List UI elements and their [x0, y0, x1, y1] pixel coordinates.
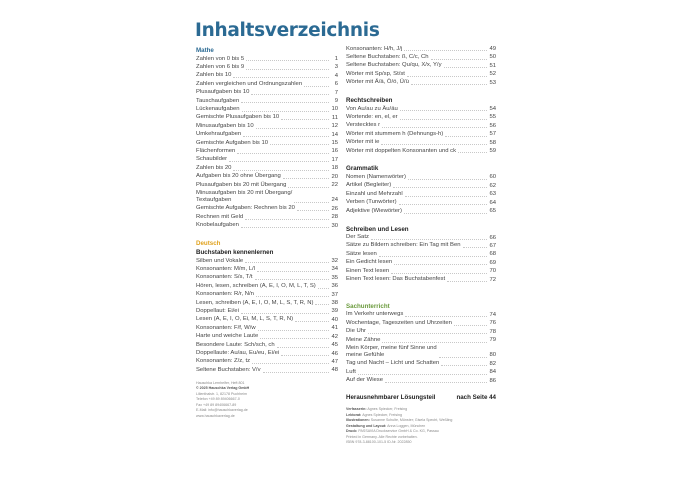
toc-entry-page: 45 [331, 342, 338, 349]
toc-entry[interactable] [196, 307, 338, 315]
toc-entry[interactable] [346, 250, 496, 258]
toc-entry[interactable] [346, 139, 496, 147]
dot-leader [379, 256, 487, 257]
toc-entry[interactable] [346, 234, 496, 242]
dot-leader [394, 264, 487, 265]
toc-entry-page: 52 [489, 71, 496, 78]
toc-entry-page: 37 [331, 291, 338, 298]
dot-leader [405, 316, 487, 317]
toc-entry-page: 54 [489, 106, 496, 113]
credit-key: Lektorat: [346, 412, 362, 417]
dot-leader [445, 136, 487, 137]
toc-entry-page: 64 [489, 199, 496, 206]
spacer [346, 155, 496, 164]
toc-entry-title: Doppellaute: Au/au, Eu/eu, Ei/ei [196, 350, 280, 356]
toc-entry-page: 76 [489, 320, 496, 327]
toc-entry[interactable] [346, 113, 496, 121]
toc-entry-title: Konsonanten: M/m, L/l [196, 265, 255, 272]
dot-leader [233, 77, 329, 78]
subsection-heading: Schreiben und Lesen [346, 225, 409, 233]
toc-entry[interactable] [196, 55, 338, 63]
dot-leader [233, 170, 329, 171]
dot-leader [258, 330, 329, 331]
toc-entry[interactable] [196, 63, 338, 71]
toc-entry-title: Plusaufgaben bis 10 [196, 89, 250, 96]
toc-entry-page: 39 [331, 308, 338, 315]
dot-leader [371, 239, 487, 240]
toc-entry-title: Doppellaut: Ei/ei [196, 307, 239, 314]
dot-leader [246, 69, 329, 70]
spacer [346, 87, 496, 96]
toc-entry[interactable] [346, 319, 496, 327]
toc-entry-page: 84 [489, 369, 496, 376]
dot-leader [245, 219, 329, 220]
toc-entry[interactable] [196, 358, 338, 366]
toc-entry[interactable] [346, 122, 496, 130]
toc-entry[interactable] [196, 131, 338, 139]
toc-entry-page: 48 [331, 367, 338, 374]
toc-entry[interactable] [196, 105, 338, 113]
toc-entry-title: Zahlen bis 10 [196, 72, 232, 79]
toc-entry[interactable] [196, 350, 338, 358]
toc-entry[interactable] [196, 205, 338, 213]
toc-entry-title: Adjektive (Wiewörter) [346, 207, 402, 214]
toc-entry-page: 69 [489, 259, 496, 266]
dot-leader [441, 365, 487, 366]
toc-entry[interactable] [346, 79, 496, 87]
publisher-line: © 2025 Hauschka Verlag GmbH [196, 386, 250, 391]
solutions-label: Herausnehmbarer Lösungsteil [346, 394, 436, 402]
toc-entry[interactable] [196, 114, 338, 122]
dot-leader [358, 374, 487, 375]
toc-entry-title: Sätze zu Bildern schreiben: Ein Tag mit Ben [346, 242, 461, 249]
toc-entry[interactable] [346, 173, 496, 181]
toc-entry[interactable] [346, 368, 496, 376]
toc-entry[interactable] [196, 72, 338, 80]
dot-leader [260, 338, 329, 339]
dot-leader [263, 372, 329, 373]
toc-entry[interactable] [346, 242, 496, 250]
toc-entry-page: 34 [331, 266, 338, 273]
toc-entry-title: Aufgaben bis 20 ohne Übergang [196, 173, 281, 180]
dot-leader [241, 227, 329, 228]
toc-entry[interactable] [196, 265, 338, 273]
toc-entry-title: Verstecktes r [346, 122, 381, 129]
toc-entry-page: 65 [489, 208, 496, 215]
dot-leader [281, 355, 329, 356]
toc-entry-title: Knobelaufgaben [196, 222, 239, 229]
toc-entry-title: Wortende: en, el, er [346, 113, 398, 120]
dot-leader [270, 144, 329, 145]
toc-entry-page: 80 [489, 352, 496, 359]
toc-entry-page: 38 [331, 300, 338, 307]
toc-entry-page: 72 [489, 276, 496, 283]
dot-leader [255, 279, 329, 280]
toc-entry-title: Artikel (Begleiter) [346, 182, 392, 189]
toc-entry-title: Meine Zähne [346, 336, 381, 343]
dot-leader [385, 382, 487, 383]
toc-entry-page: 36 [331, 283, 338, 290]
toc-entry-title: Wochentage, Tageszeiten und Uhrzeiten [346, 319, 452, 326]
toc-entry-title: Konsonanten: R/r, N/n [196, 291, 254, 298]
dot-leader [400, 119, 487, 120]
dot-leader [283, 178, 329, 179]
toc-entry-page: 1 [334, 56, 338, 62]
dot-leader [241, 102, 329, 103]
toc-entry-page: 74 [489, 311, 496, 318]
toc-entry-page: 53 [489, 79, 496, 86]
toc-entry-page: 11 [331, 114, 338, 121]
toc-entry[interactable] [196, 282, 338, 290]
toc-entry[interactable] [196, 190, 338, 205]
publisher-line: www.hauschkaverlag.de [196, 413, 235, 418]
toc-entry[interactable] [346, 336, 496, 344]
toc-entry[interactable] [196, 139, 338, 147]
toc-entry[interactable] [346, 377, 496, 385]
toc-entry[interactable] [196, 222, 338, 230]
dot-leader [454, 325, 487, 326]
toc-entry-title: Im Verkehr unterwegs [346, 311, 404, 318]
toc-entry-title: Gemischte Aufgaben: Rechnen bis 20 [196, 205, 295, 212]
toc-right-column [346, 45, 496, 446]
dot-leader [241, 313, 329, 314]
toc-entry[interactable] [346, 190, 496, 198]
dot-leader [458, 152, 487, 153]
toc-entry-title: Sätze lesen [346, 250, 377, 257]
toc-entry[interactable] [196, 274, 338, 282]
dot-leader [252, 363, 329, 364]
toc-entry-page: 9 [334, 98, 338, 105]
toc-entry-page: 3 [334, 64, 338, 71]
toc-entry-page: 17 [331, 156, 338, 163]
dot-leader [444, 67, 487, 68]
toc-entry-title: Silben und Vokale [196, 257, 244, 264]
credit-line [346, 440, 496, 446]
toc-entry-page: 14 [331, 131, 338, 138]
toc-entry-page: 24 [331, 197, 338, 204]
toc-entry-title: Minusaufgaben bis 10 [196, 122, 254, 129]
toc-entry-page: 59 [489, 148, 496, 155]
toc-entry-title: Mein Körper, meine fünf Sinne und meine Gefühle [346, 344, 437, 358]
credit-value: PASSAVIA Druckservice GmbH & Co. KG, Passau [357, 429, 439, 434]
toc-entry-title: Wörter mit Sp/sp, St/st [346, 70, 405, 77]
toc-entry-title: Seltene Buchstaben: ß, C/c, Ch [346, 53, 429, 60]
toc-entry[interactable] [196, 156, 338, 164]
dot-leader [431, 59, 487, 60]
toc-entry-page: 12 [331, 123, 338, 130]
toc-entry-page: 46 [331, 350, 338, 357]
toc-entry-page: 67 [489, 242, 496, 249]
toc-entry-title: Lesen, schreiben (A, E, I, O, M, L, S, T, R, N) [196, 299, 314, 306]
toc-entry-title: Konsonanten: H/h, J/j [346, 45, 403, 52]
toc-entry-page: 58 [489, 139, 496, 146]
toc-entry-title: Rechnen mit Geld [196, 213, 244, 220]
toc-entry-title: Lesen (A, E, I, O, Ei, M, L, S, T, R, N) [196, 316, 294, 323]
dot-leader [368, 333, 487, 334]
toc-entry-title: Zahlen von 6 bis 9 [196, 63, 245, 70]
dot-leader [281, 119, 329, 120]
dot-leader [463, 247, 488, 248]
toc-entry[interactable] [346, 130, 496, 138]
credit-value: Agnes Spiecker, Freising [366, 407, 408, 412]
toc-entry-page: 57 [489, 131, 496, 138]
solutions-entry [346, 394, 496, 401]
toc-entry-title: Besondere Laute: Sch/sch, ch [196, 341, 275, 348]
toc-entry[interactable] [196, 147, 338, 155]
toc-entry-page: 30 [331, 222, 338, 229]
subsection-heading: Grammatik [346, 165, 379, 173]
spacer [346, 216, 496, 225]
toc-entry-title: Wörter mit Ä/ä, Ö/ö, Ü/ü [346, 79, 409, 86]
toc-entry-page: 50 [489, 54, 496, 61]
toc-entry-title: Verben (Tunwörter) [346, 199, 397, 206]
credit-key: Verfasserin: [346, 407, 367, 412]
toc-entry-page: 4 [334, 72, 338, 79]
toc-entry-title: Wörter mit ie [346, 139, 380, 146]
dot-leader [257, 271, 329, 272]
toc-entry-title: Zahlen von 0 bis 5 [196, 55, 245, 62]
toc-entry[interactable] [346, 207, 496, 215]
dot-leader [243, 136, 329, 137]
dot-leader [411, 84, 487, 85]
toc-entry[interactable] [346, 147, 496, 155]
page-title: Inhaltsverzeichnis [195, 20, 380, 41]
toc-entry[interactable] [346, 311, 496, 319]
dot-leader [304, 86, 329, 87]
dot-leader [447, 281, 487, 282]
toc-entry-page: 18 [331, 165, 338, 172]
toc-entry-page: 42 [331, 333, 338, 340]
toc-entry-title: Harte und weiche Laute [196, 333, 259, 340]
toc-entry[interactable] [346, 345, 496, 360]
dot-leader [393, 187, 487, 188]
toc-entry-page: 15 [331, 140, 338, 147]
publisher-line: Hauschka Lernhelfer, Heft 801 [196, 380, 245, 385]
toc-entry[interactable] [346, 53, 496, 61]
toc-entry-page: 7 [334, 89, 338, 96]
credit-key: Gestaltung und Layout: [346, 423, 387, 428]
toc-entry[interactable] [346, 328, 496, 336]
toc-entry-page: 79 [489, 337, 496, 344]
toc-entry-title: Einzahl und Mehrzahl [346, 190, 403, 197]
toc-entry-page: 16 [331, 148, 338, 155]
subsection-heading: Rechtschreiben [346, 97, 393, 105]
toc-entry[interactable] [346, 70, 496, 78]
dot-leader [237, 153, 329, 154]
toc-entry[interactable] [196, 257, 338, 265]
toc-entry-title: Zahlen vergleichen und Ordnungszahlen [196, 80, 303, 87]
toc-entry-page: 20 [331, 173, 338, 180]
spacer [346, 293, 496, 302]
dot-leader [297, 210, 329, 211]
dot-leader [242, 111, 329, 112]
toc-entry[interactable] [196, 89, 338, 97]
toc-entry[interactable] [196, 316, 338, 324]
publisher-info [196, 375, 338, 420]
credit-value: Agnes Spiecker, Freising [361, 412, 402, 417]
toc-entry-title: Luft [346, 368, 356, 375]
toc-entry[interactable] [346, 276, 496, 284]
publisher-line: Lilienthalstr. 1, 82178 Puchheim [196, 391, 247, 396]
credit-value: Anna Loggen, München [386, 423, 426, 428]
toc-entry-page: 63 [489, 191, 496, 198]
toc-entry-page: 10 [331, 106, 338, 113]
toc-entry-page: 22 [331, 182, 338, 189]
toc-entry-page: 82 [489, 360, 496, 367]
toc-entry-page: 86 [489, 377, 496, 384]
toc-entry-title: Konsonanten: F/f, W/w [196, 324, 256, 331]
toc-entry[interactable] [196, 341, 338, 349]
dot-leader [246, 60, 329, 61]
section-heading: Sachunterricht [346, 302, 390, 310]
toc-entry-title: Wörter mit stummem h (Dehnungs-h) [346, 130, 444, 137]
toc-entry-title: Nomen (Namenwörter) [346, 173, 406, 180]
dot-leader [382, 127, 487, 128]
toc-entry-title: Gemischte Plusaufgaben bis 10 [196, 114, 280, 121]
toc-entry[interactable] [346, 105, 496, 113]
toc-entry-page: 51 [489, 62, 496, 69]
toc-entry-title: Einen Text lesen: Das Buchstabenfest [346, 276, 446, 283]
dot-leader [318, 288, 329, 289]
toc-entry[interactable] [196, 299, 338, 307]
dot-leader [404, 50, 487, 51]
toc-entry-page: 41 [331, 325, 338, 332]
dot-leader [315, 304, 329, 305]
dot-leader [251, 94, 329, 95]
toc-entry-page: 35 [331, 274, 338, 281]
spacer [196, 230, 338, 239]
dot-leader [294, 202, 329, 203]
dot-leader [407, 76, 487, 77]
toc-entry[interactable] [196, 213, 338, 221]
toc-entry-page: 68 [489, 251, 496, 258]
toc-entry-page: 56 [489, 122, 496, 129]
toc-entry-page: 28 [331, 214, 338, 221]
toc-entry-title: Seltene Buchstaben: V/v [196, 366, 261, 373]
toc-entry-title: Tag und Nacht – Licht und Schatten [346, 360, 440, 367]
toc-entry-page: 78 [489, 328, 496, 335]
toc-entry-page: 62 [489, 182, 496, 189]
solutions-page: nach Seite 44 [456, 394, 496, 402]
toc-entry-title: Umkehraufgaben [196, 131, 242, 138]
publisher-line: E-Mail: info@hauschkaverlag.de [196, 408, 248, 413]
section-heading: Mathe [196, 47, 214, 54]
dot-leader [405, 196, 487, 197]
publisher-line: Fax +49 89 89406667-89 [196, 402, 237, 407]
toc-entry-title: Flächenformen [196, 147, 236, 154]
toc-entry-title: Ein Gedicht lesen [346, 259, 393, 266]
toc-entry[interactable] [346, 45, 496, 53]
toc-entry-title: Der Satz [346, 234, 369, 240]
toc-entry-page: 55 [489, 114, 496, 121]
toc-entry-title: Gemischte Aufgaben bis 10 [196, 139, 269, 146]
toc-entry-title: Von Au/au zu Äu/äu [346, 105, 398, 112]
dot-leader [256, 296, 329, 297]
toc-entry-page: 66 [489, 234, 496, 241]
toc-entry[interactable] [196, 164, 338, 172]
subsection-heading: Buchstaben kennenlernen [196, 249, 274, 257]
dot-leader [288, 187, 329, 188]
toc-entry-title: Die Uhr [346, 328, 366, 335]
toc-entry[interactable] [196, 181, 338, 189]
toc-entry[interactable] [196, 366, 338, 374]
toc-entry[interactable] [346, 182, 496, 190]
dot-leader [277, 347, 329, 348]
dot-leader [391, 273, 487, 274]
credit-value: Susanne Schulte, Münster; Gisela Specht, Weßling [369, 418, 453, 423]
toc-entry[interactable] [196, 333, 338, 341]
spacer [346, 284, 496, 293]
dot-leader [400, 110, 487, 111]
toc-entry-page: 60 [489, 174, 496, 181]
toc-entry-title: Konsonanten: S/s, T/t [196, 274, 253, 281]
toc-entry[interactable] [346, 199, 496, 207]
toc-entry[interactable] [196, 173, 338, 181]
toc-entry-title: Einen Text lesen [346, 267, 390, 274]
dot-leader [229, 161, 329, 162]
credit-key: Illustrationen: [346, 418, 370, 423]
dot-leader [295, 321, 329, 322]
toc-entry-title: Tauschaufgaben [196, 97, 240, 104]
toc-entry-page: 6 [334, 81, 338, 88]
dot-leader [404, 213, 487, 214]
toc-left-column [196, 46, 338, 419]
dot-leader [245, 262, 329, 263]
credit-value: Printed in Germany. Alle Rechte vorbehalten. [346, 434, 418, 439]
toc-entry[interactable] [196, 324, 338, 332]
credits-info [346, 401, 496, 446]
toc-entry-page: 32 [331, 258, 338, 265]
toc-entry[interactable] [346, 267, 496, 275]
section-heading: Deutsch [196, 240, 221, 248]
dot-leader [382, 342, 487, 343]
toc-entry-title: Hören, lesen, schreiben (A, E, I, O, M, L, T, S) [196, 282, 316, 289]
toc-entry[interactable] [196, 291, 338, 299]
credit-value: ISBN 978-3-88100-101-5 ID-Nr. 2022850 [346, 440, 412, 445]
credit-key: Druck: [346, 429, 358, 434]
toc-entry[interactable] [346, 360, 496, 368]
toc-entry-title: Zahlen bis 20 [196, 164, 232, 171]
toc-entry[interactable] [346, 259, 496, 267]
toc-entry-page: 40 [331, 316, 338, 323]
toc-entry-page: 26 [331, 205, 338, 212]
toc-entry-title: Lückenaufgaben [196, 105, 240, 112]
toc-entry[interactable] [346, 62, 496, 70]
dot-leader [381, 144, 487, 145]
dot-leader [408, 179, 487, 180]
toc-entry[interactable] [196, 122, 338, 130]
toc-entry-title: Plusaufgaben bis 20 mit Übergang [196, 181, 287, 188]
dot-leader [256, 128, 329, 129]
toc-entry-title: Wörter mit doppelten Konsonanten und ck [346, 147, 457, 154]
toc-entry-title: Konsonanten: Z/z, tz [196, 358, 251, 365]
dot-leader [399, 204, 487, 205]
publisher-line: Telefon +49 89 89406667-0 [196, 397, 240, 402]
toc-entry-page: 49 [489, 46, 496, 52]
toc-entry-title: Seltene Buchstaben: Qu/qu, X/x, Y/y [346, 62, 442, 69]
toc-entry-page: 47 [331, 358, 338, 365]
toc-entry-title: Auf der Wiese [346, 377, 383, 384]
toc-entry-page: 70 [489, 268, 496, 275]
toc-entry[interactable] [196, 80, 338, 88]
toc-entry[interactable] [196, 97, 338, 105]
toc-entry-title: Schaubilder [196, 156, 228, 163]
toc-entry-title: Minusaufgaben bis 20 mit Übergang/ Textaufgaben [196, 189, 293, 203]
dot-leader [439, 357, 487, 358]
